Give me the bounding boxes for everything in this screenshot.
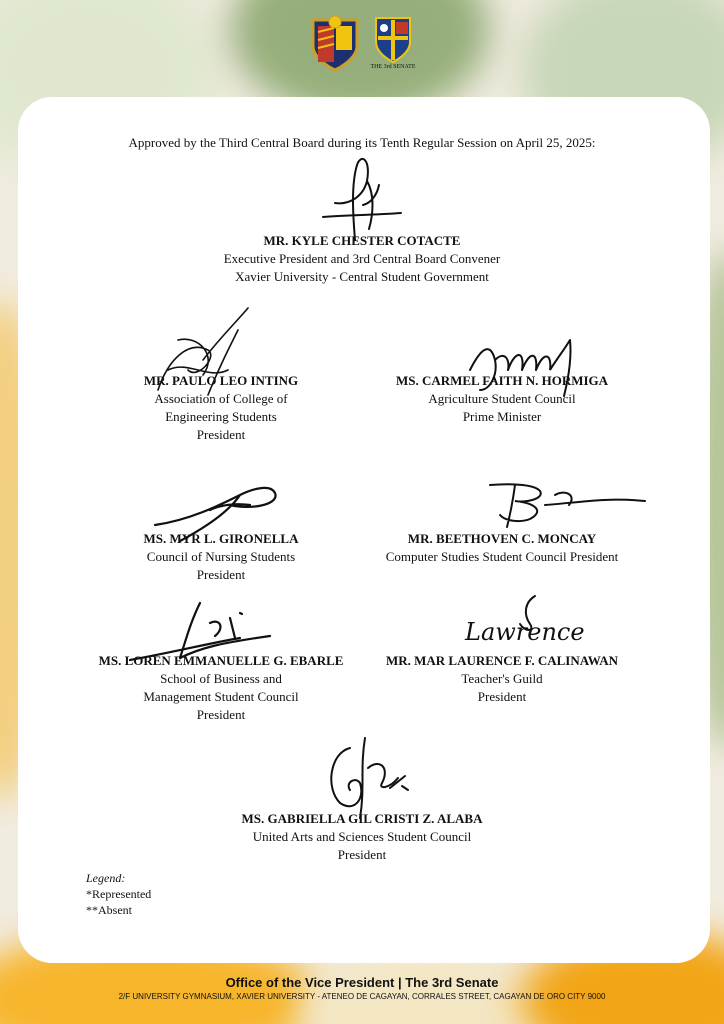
signature-calinawan: Lawrence bbox=[465, 618, 585, 646]
signatory-inting bbox=[100, 372, 342, 444]
university-seal-logo bbox=[309, 14, 361, 72]
signatory-title: President bbox=[196, 707, 246, 722]
signatory-title: Association of College of bbox=[154, 391, 288, 406]
signatory-title: School of Business and bbox=[160, 671, 282, 686]
senate-logo bbox=[371, 14, 416, 72]
legend-item: **Absent bbox=[86, 903, 132, 917]
footer-office-title-text: Office of the Vice President | The 3rd Senate bbox=[225, 975, 499, 990]
signatory-calinawan bbox=[362, 652, 642, 706]
signatory-name: MS. LOREN EMMANUELLE G. EBARLE bbox=[98, 653, 344, 668]
signatory-title: President bbox=[196, 427, 246, 442]
signatory-title: Engineering Students bbox=[165, 409, 277, 424]
signatory-title: United Arts and Sciences Student Council bbox=[252, 829, 472, 844]
signatory-title: President bbox=[337, 847, 387, 862]
signatory-title: Management Student Council bbox=[143, 689, 299, 704]
signatory-name: MR. KYLE CHESTER COTACTE bbox=[263, 233, 461, 248]
signatory-title: Xavier University - Central Student Government bbox=[235, 269, 489, 284]
legend-title: Legend bbox=[86, 871, 122, 885]
signatory-gironella bbox=[100, 530, 342, 584]
footer-address: 2/F UNIVERSITY GYMNASIUM, XAVIER UNIVERSITY - ATENEO DE CAGAYAN, CORRALES STREET, CAGAYAN DE ORO CITY 9000 bbox=[118, 992, 606, 1001]
header-logos bbox=[0, 14, 724, 72]
signatory-title: Computer Studies Student Council President bbox=[385, 549, 619, 564]
signatory-name: MS. MYR L. GIRONELLA bbox=[143, 531, 299, 546]
signatory-name: MR. MAR LAURENCE F. CALINAWAN bbox=[385, 653, 619, 668]
footer-office-title bbox=[0, 975, 724, 990]
signatory-ebarle bbox=[80, 652, 362, 724]
signatory-name: MS. CARMEL FAITH N. HORMIGA bbox=[395, 373, 609, 388]
signatory-hormiga bbox=[372, 372, 632, 426]
signatory-title: Teacher's Guild bbox=[461, 671, 543, 686]
signatory-moncay bbox=[362, 530, 642, 566]
signatory-title: President bbox=[477, 689, 527, 704]
senate-shield-icon bbox=[373, 14, 413, 64]
signatory-title: Council of Nursing Students bbox=[146, 549, 296, 564]
signatory-name: MR. BEETHOVEN C. MONCAY bbox=[407, 531, 597, 546]
approval-statement: Approved by the Third Central Board during its Tenth Regular Session on April 25, 2025: bbox=[128, 135, 596, 150]
signatory-title: President bbox=[196, 567, 246, 582]
signatory-title: Executive President and 3rd Central Board Convener bbox=[223, 251, 501, 266]
signatory-name: MS. GABRIELLA GIL CRISTI Z. ALABA bbox=[241, 811, 483, 826]
signatory-name: MR. PAULO LEO INTING bbox=[143, 373, 299, 388]
signatory-cotacte bbox=[0, 232, 724, 286]
legend: Legend: *Represented **Absent bbox=[86, 871, 152, 917]
signatory-alaba bbox=[0, 810, 724, 864]
signatory-title: Agriculture Student Council bbox=[428, 391, 576, 406]
signatory-title: Prime Minister bbox=[462, 409, 542, 424]
legend-item: *Represented bbox=[86, 887, 152, 901]
senate-logo-caption: THE 3rd SENATE bbox=[370, 64, 416, 70]
